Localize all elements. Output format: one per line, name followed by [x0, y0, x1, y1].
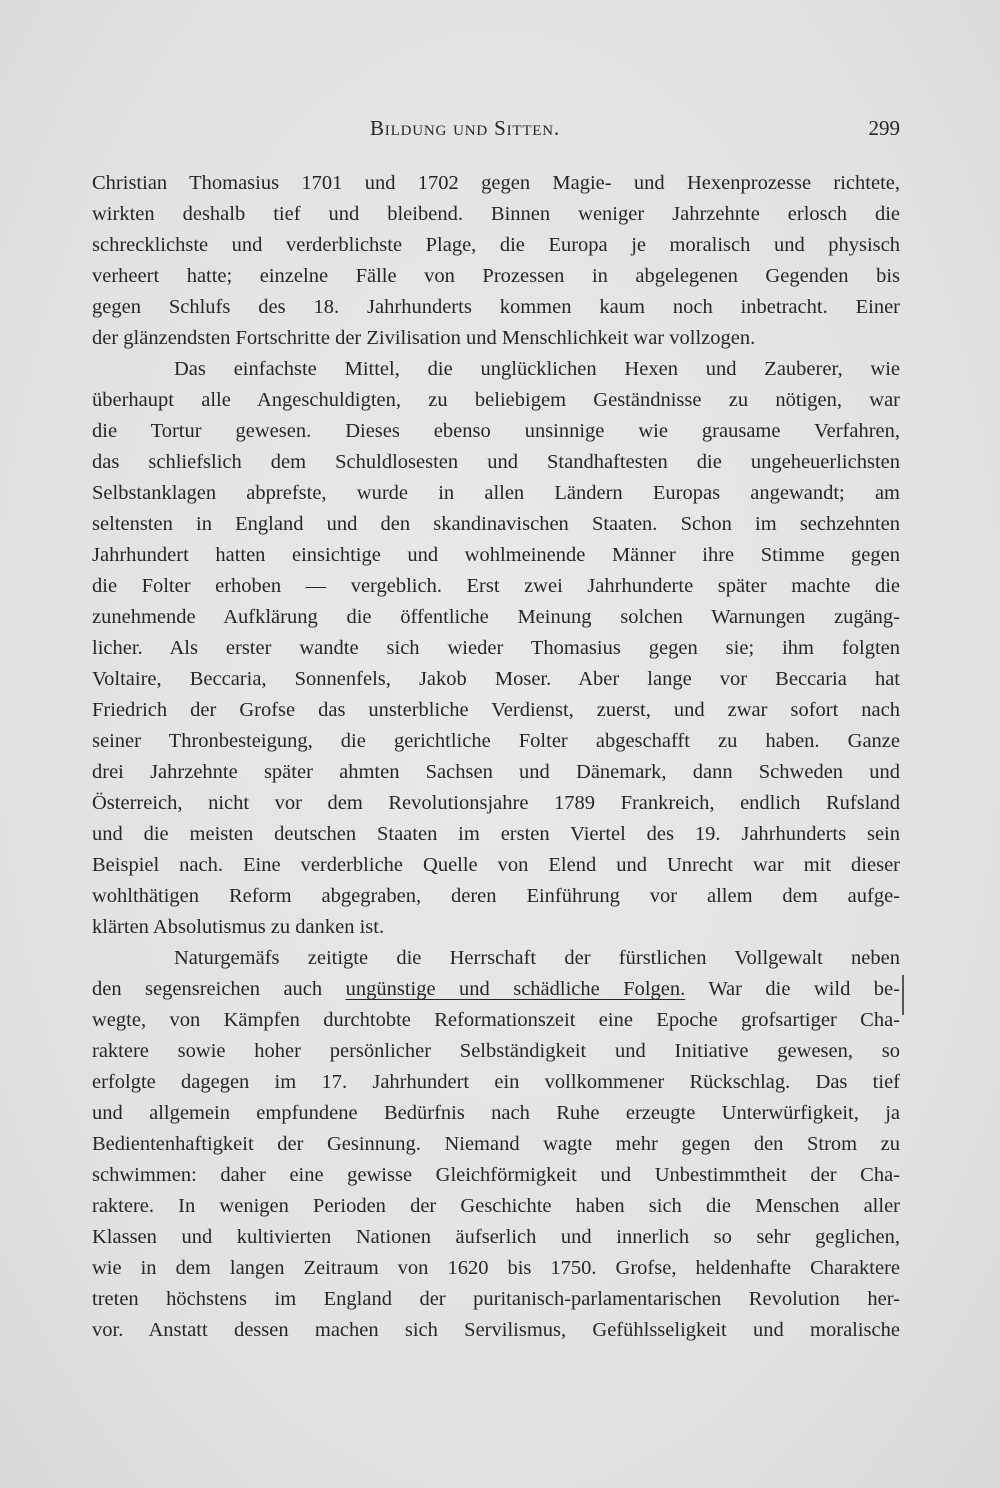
text-line: und allgemein empfundene Bedürfnis nach Ruhe erzeugte Unterwürfigkeit, ja: [92, 1102, 900, 1124]
paragraph-first-line: Das einfachste Mittel, die unglücklichen Hexen und Zauberer, wie: [174, 358, 900, 380]
page-number: 299: [868, 116, 900, 140]
text-line: Christian Thomasius 1701 und 1702 gegen Magie- und Hexenprozesse richtete,: [92, 172, 900, 194]
text-line: wirkten deshalb tief und bleibend. Binnen weniger Jahrzehnte erlosch die: [92, 203, 900, 225]
text-segment: War die wild be-: [708, 978, 900, 1000]
text-line: das schliefslich dem Schuldlosesten und Standhaftesten die ungeheuerlichsten: [92, 451, 900, 473]
text-segment: den segensreichen auch: [92, 978, 323, 1000]
text-line: raktere. In wenigen Perioden der Geschichte haben sich die Menschen aller: [92, 1195, 900, 1217]
text-line: treten höchstens im England der puritanisch-parlamentarischen Revolution her-: [92, 1288, 900, 1310]
text-line: schrecklichste und verderblichste Plage, die Europa je moralisch und physisch: [92, 234, 900, 256]
text-line: die Folter erhoben — vergeblich. Erst zwei Jahrhunderte später machte die: [92, 575, 900, 597]
text-line: gegen Schlufs des 18. Jahrhunderts kommen kaum noch inbetracht. Einer: [92, 296, 900, 318]
text-line: drei Jahrzehnte später ahmten Sachsen und Dänemark, dann Schweden und: [92, 761, 900, 783]
paragraph-first-line: Naturgemäfs zeitigte die Herrschaft der fürstlichen Vollgewalt neben: [174, 947, 900, 969]
text-line: und die meisten deutschen Staaten im ersten Viertel des 19. Jahrhunderts sein: [92, 823, 900, 845]
text-line: Beispiel nach. Eine verderbliche Quelle von Elend und Unrecht war mit dieser: [92, 854, 900, 876]
text-line: wohlthätigen Reform abgegraben, deren Einführung vor allem dem aufge-: [92, 885, 900, 907]
text-line: verheert hatte; einzelne Fälle von Prozessen in abgelegenen Gegenden bis: [92, 265, 900, 287]
text-line: vor. Anstatt dessen machen sich Servilismus, Gefühlsseligkeit und moralische: [92, 1319, 900, 1341]
text-line: überhaupt alle Angeschuldigten, zu beliebigem Geständnisse zu nötigen, war: [92, 389, 900, 411]
text-line: Bedientenhaftigkeit der Gesinnung. Niemand wagte mehr gegen den Strom zu: [92, 1133, 900, 1155]
text-line: Selbstanklagen abprefste, wurde in allen Ländern Europas angewandt; am: [92, 482, 900, 504]
underlined-phrase: ungünstige und schädliche Folgen.: [345, 978, 686, 1000]
text-line: klärten Absolutismus zu danken ist.: [92, 916, 385, 938]
text-line: Österreich, nicht vor dem Revolutionsjahre 1789 Frankreich, endlich Rufsland: [92, 792, 900, 814]
running-title: Bildung und Sitten.: [370, 116, 560, 140]
text-line: die Tortur gewesen. Dieses ebenso unsinnige wie grausame Verfahren,: [92, 420, 900, 442]
text-line: wegte, von Kämpfen durchtobte Reformationszeit eine Epoche grofsartiger Cha-: [92, 1009, 900, 1031]
margin-mark: [902, 975, 904, 1015]
text-line: raktere sowie hoher persönlicher Selbständigkeit und Initiative gewesen, so: [92, 1040, 900, 1062]
text-line: Voltaire, Beccaria, Sonnenfels, Jakob Moser. Aber lange vor Beccaria hat: [92, 668, 900, 690]
text-line: wie in dem langen Zeitraum von 1620 bis 1750. Grofse, heldenhafte Charaktere: [92, 1257, 900, 1279]
text-line-underlined: [92, 974, 900, 1005]
body-text: [92, 168, 900, 1346]
text-line: seiner Thronbesteigung, die gerichtliche Folter abgeschafft zu haben. Ganze: [92, 730, 900, 752]
text-line: Klassen und kultivierten Nationen äufserlich und innerlich so sehr geglichen,: [92, 1226, 900, 1248]
text-line: zunehmende Aufklärung die öffentliche Meinung solchen Warnungen zugäng-: [92, 606, 900, 628]
text-line: Friedrich der Grofse das unsterbliche Verdienst, zuerst, und zwar sofort nach: [92, 699, 900, 721]
text-line: schwimmen: daher eine gewisse Gleichförmigkeit und Unbestimmtheit der Cha-: [92, 1164, 900, 1186]
text-line: licher. Als erster wandte sich wieder Thomasius gegen sie; ihm folgten: [92, 637, 900, 659]
text-line: erfolgte dagegen im 17. Jahrhundert ein vollkommener Rückschlag. Das tief: [92, 1071, 900, 1093]
running-head: [92, 116, 900, 146]
text-line: seltensten in England und den skandinavischen Staaten. Schon im sechzehnten: [92, 513, 900, 535]
text-line: Jahrhundert hatten einsichtige und wohlmeinende Männer ihre Stimme gegen: [92, 544, 900, 566]
text-line: der glänzendsten Fortschritte der Zivilisation und Menschlichkeit war vollzogen.: [92, 327, 756, 349]
